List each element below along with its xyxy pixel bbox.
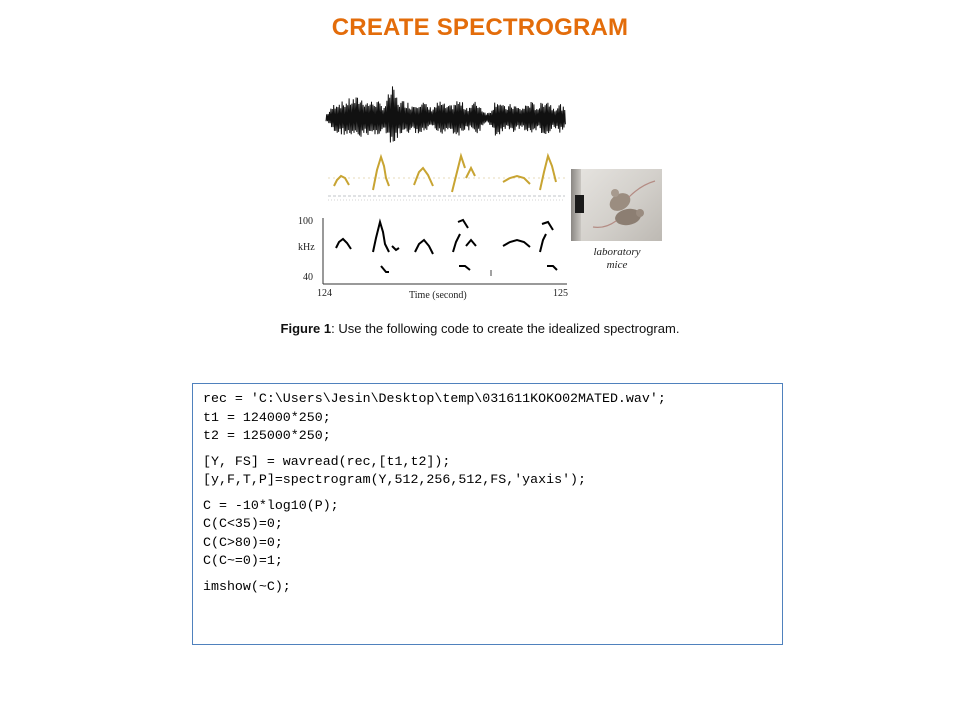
syllable-6c [547, 266, 557, 270]
figure-caption-label: Figure 1 [280, 321, 332, 336]
syllable-5 [503, 240, 530, 247]
syllable-2c [381, 266, 389, 272]
code-line: [Y, FS] = wavread(rec,[t1,t2]); [203, 453, 451, 469]
syllable-6 [540, 234, 546, 252]
color-syllable-4 [452, 156, 465, 192]
color-syllable-3 [414, 168, 433, 186]
y-axis-unit-label: kHz [298, 242, 315, 253]
color-syllable-5 [466, 168, 475, 178]
x-axis-title: Time (second) [409, 290, 467, 301]
mouse-tail-1 [629, 181, 655, 197]
color-syllable-2 [373, 157, 389, 190]
x-axis-end-label: 125 [553, 288, 568, 299]
syllable-3 [415, 240, 433, 254]
syllable-4 [453, 234, 460, 252]
photo-caption-line-1: laboratory [593, 246, 641, 258]
code-line: [y,F,T,P]=spectrogram(Y,512,256,512,FS,'yaxis'); [203, 472, 587, 487]
color-syllable-6 [503, 176, 530, 184]
waveform [326, 86, 565, 142]
figure-caption-text: : Use the following code to create the idealized spectrogram. [331, 321, 680, 336]
color-spectrogram [328, 156, 565, 200]
code-blank-line [203, 490, 782, 497]
code-block [192, 383, 783, 645]
syllable-4b [458, 220, 468, 228]
photo-caption [578, 246, 656, 272]
syllable-2 [373, 222, 389, 252]
code-line: t2 = 125000*250; [203, 428, 331, 443]
syllable-4d [459, 266, 470, 270]
syllable-4c [466, 240, 476, 246]
x-axis-start-label: 124 [317, 288, 332, 299]
mice-illustration [571, 169, 662, 241]
code-line: rec = 'C:\Users\Jesin\Desktop\temp\031611KOKO02MATED.wav'; [203, 391, 666, 406]
photo-caption-line-2: mice [606, 259, 628, 271]
color-syllable-1 [334, 176, 349, 186]
code-line: C(C<35)=0; [203, 516, 283, 531]
figure-caption [0, 321, 960, 336]
code-blank-line [203, 446, 782, 453]
code-line: imshow(~C); [203, 578, 291, 594]
mouse-head-2 [636, 209, 644, 217]
syllable-1 [336, 239, 351, 249]
page-title: CREATE SPECTROGRAM [331, 14, 629, 41]
mouse-tail-2 [593, 221, 616, 227]
color-syllable-7 [540, 156, 556, 190]
syllable-2b [392, 246, 399, 250]
code-blank-line [203, 571, 782, 578]
syllable-6b [542, 222, 553, 230]
code-line: C(C>80)=0; [203, 534, 283, 550]
mouse-head-1 [611, 189, 619, 197]
code-line: C = -10*log10(P); [203, 497, 339, 513]
y-axis-max-label: 100 [298, 216, 313, 227]
idealized-spectrogram [298, 216, 568, 301]
laboratory-mice-photo [571, 169, 662, 241]
code-line: C(C~=0)=1; [203, 553, 283, 568]
y-axis-min-label: 40 [303, 272, 313, 283]
waveform-trace [326, 86, 565, 142]
code-line: t1 = 124000*250; [203, 409, 331, 425]
